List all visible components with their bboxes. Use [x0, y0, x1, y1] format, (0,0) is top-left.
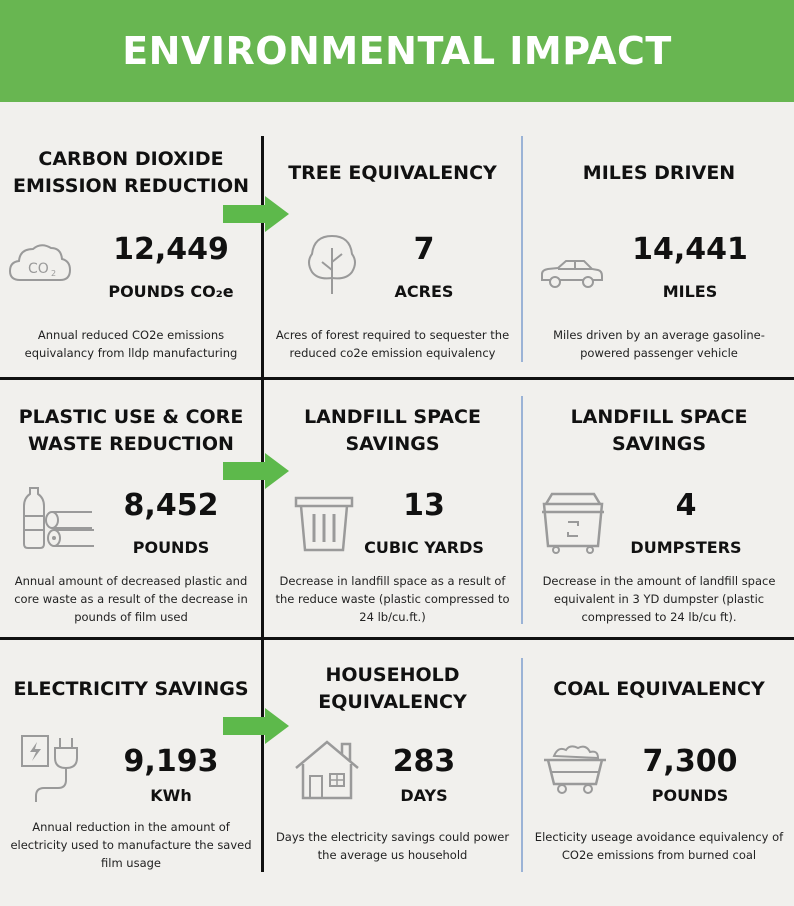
divider-horizontal-2 — [0, 637, 794, 640]
metric-description: Annual reduced CO2e emissions equivalancy from lldp manufacturing — [24, 328, 238, 360]
metric-card-household — [264, 660, 521, 872]
metric-value: 283 — [392, 744, 456, 779]
metric-value: 12,449 — [113, 232, 229, 267]
metric-unit: POUNDS CO₂e — [108, 282, 234, 301]
co2-cloud-icon — [8, 240, 72, 286]
metric-title: COAL EQUIVALENCY — [553, 678, 765, 700]
metric-description: Decrease in landfill space as a result of the reduce waste (plastic compressed to 24 lb/cu.ft.) — [275, 574, 510, 624]
metric-unit: ACRES — [394, 282, 454, 301]
metric-value: 8,452 — [123, 488, 219, 523]
svg-text:CO: CO — [28, 261, 49, 277]
metric-title: LANDFILL SPACE SAVINGS — [570, 406, 748, 455]
plastic-bottle-roll-icon — [18, 486, 98, 550]
metric-value: 9,193 — [123, 744, 219, 779]
metric-card-coal — [524, 660, 794, 872]
divider-vertical-2a — [521, 136, 523, 362]
metric-description: Electicity useage avoidance equivalency of CO2e emissions from burned coal — [534, 830, 784, 862]
header-banner — [0, 0, 794, 102]
metric-description: Days the electricity savings could power the average us household — [275, 830, 510, 862]
metric-value: 4 — [675, 488, 697, 523]
metric-unit: POUNDS — [651, 786, 729, 805]
metric-title: ELECTRICITY SAVINGS — [13, 678, 249, 700]
metric-unit: DAYS — [400, 786, 448, 805]
metric-card-electricity — [0, 660, 262, 872]
metric-description: Annual reduction in the amount of electricity used to manufacture the saved film usage — [10, 820, 252, 870]
metric-description: Miles driven by an average gasoline-powered passenger vehicle — [553, 328, 765, 360]
metric-title: PLASTIC USE & CORE WASTE REDUCTION — [18, 406, 244, 455]
metric-card-miles — [524, 140, 794, 375]
dumpster-icon — [540, 492, 606, 554]
metric-unit: DUMPSTERS — [630, 538, 742, 557]
metric-description: Annual amount of decreased plastic and core waste as a result of the decrease in pounds of film used — [14, 574, 248, 624]
metric-title: MILES DRIVEN — [582, 162, 736, 184]
divider-horizontal-1 — [0, 377, 794, 380]
metric-unit: MILES — [662, 282, 718, 301]
metric-title: HOUSEHOLD EQUIVALENCY — [318, 664, 467, 713]
svg-text:2: 2 — [51, 269, 57, 278]
metric-unit: KWh — [150, 786, 192, 805]
metric-card-co2 — [0, 140, 262, 375]
metric-card-landfill-dumpsters — [524, 398, 794, 634]
metric-value: 7 — [413, 232, 435, 267]
house-icon — [292, 738, 362, 802]
metric-title: LANDFILL SPACE SAVINGS — [304, 406, 481, 455]
metric-description: Decrease in the amount of landfill space equivalent in 3 YD dumpster (plastic compressed to 24 lb/cu ft). — [542, 574, 776, 624]
metric-value: 7,300 — [642, 744, 738, 779]
metric-title: TREE EQUIVALENCY — [288, 162, 497, 184]
metric-value: 13 — [403, 488, 445, 523]
metric-unit: POUNDS — [132, 538, 210, 557]
tree-icon — [304, 232, 360, 296]
electric-plug-icon — [20, 734, 92, 804]
divider-vertical-2b — [521, 396, 523, 624]
metric-card-trees — [264, 140, 521, 375]
divider-vertical-2c — [521, 658, 523, 872]
trash-can-icon — [294, 494, 354, 552]
metric-value: 14,441 — [632, 232, 748, 267]
coal-cart-icon — [542, 742, 608, 796]
metric-description: Acres of forest required to sequester the reduced co2e emission equivalency — [275, 328, 510, 360]
car-icon — [538, 258, 604, 290]
metric-title: CARBON DIOXIDE EMISSION REDUCTION — [12, 148, 250, 197]
metric-unit: CUBIC YARDS — [364, 538, 484, 557]
metric-card-plastic — [0, 398, 262, 634]
page-title: ENVIRONMENTAL IMPACT — [122, 29, 672, 73]
metric-card-landfill-yards — [264, 398, 521, 634]
